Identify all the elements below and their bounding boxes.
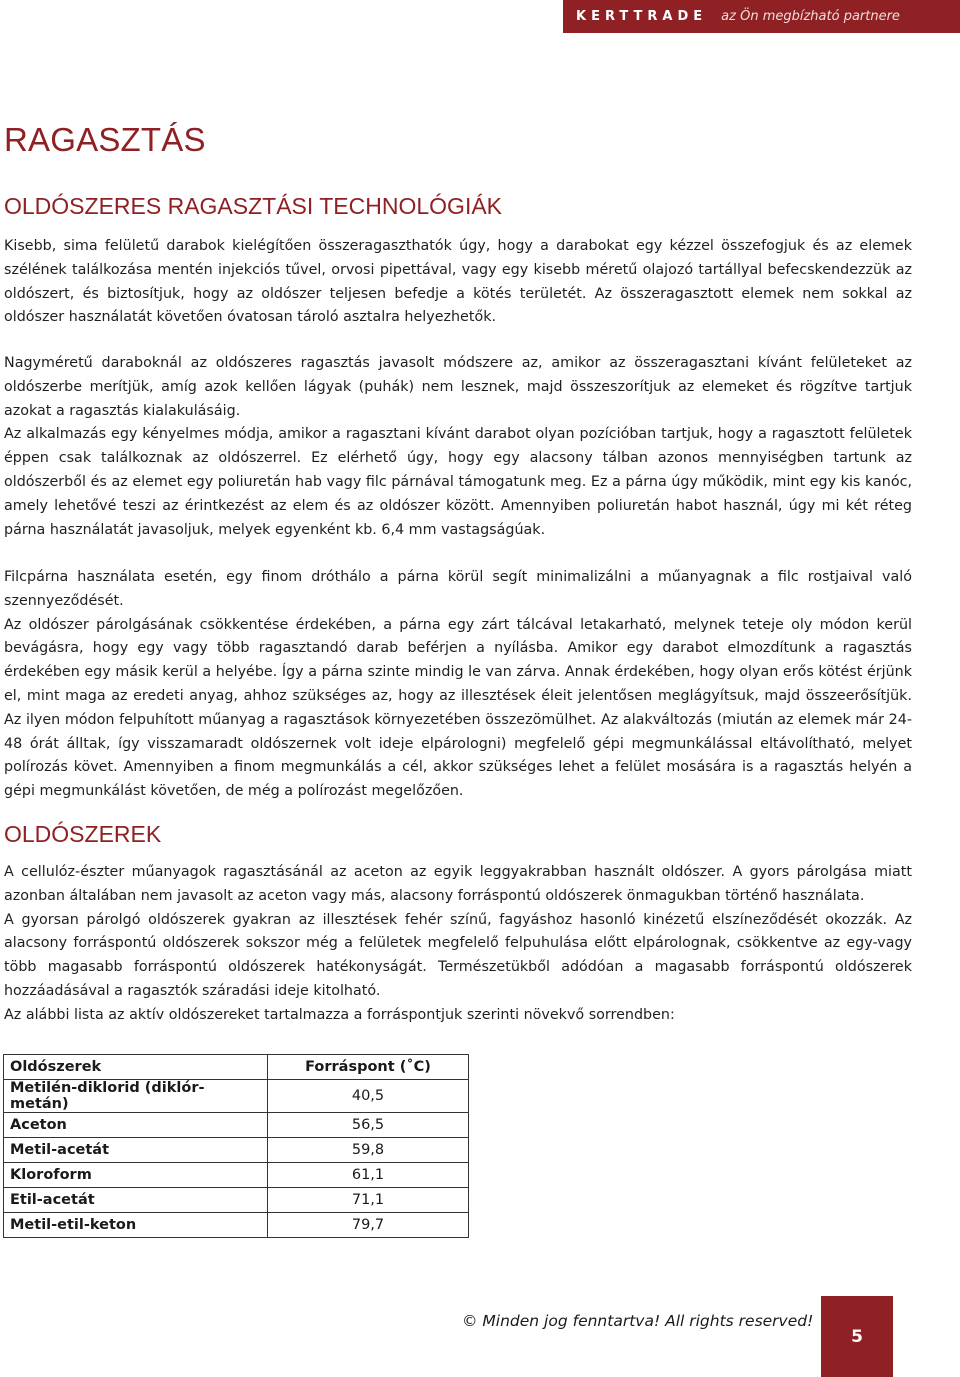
- table-cell-solvent: Metilén-diklorid (diklór-metán): [4, 1080, 268, 1113]
- table-cell-boiling-point: 56,5: [268, 1113, 469, 1138]
- table-header-boiling-point: Forráspont (˚C): [268, 1055, 469, 1080]
- table-cell-boiling-point: 40,5: [268, 1080, 469, 1113]
- table-row: [4, 1113, 469, 1138]
- section-heading-technologies: OLDÓSZERES RAGASZTÁSI TECHNOLÓGIÁK: [4, 193, 503, 219]
- paragraph-felt-pad: Filcpárna használata esetén, egy finom dróthálo a párna körül segít minimalizálni a műanyagnak a filc rostjaival való szennyeződését. Az oldószer párolgásának csökkentése érdekében, a párna egy zárt tálcával letakarható, melynek teteje oly módon kerül bevágásra, hogy egy vagy több ragasztandó darab beférjen a nyílásba. Amikor egy darabot elmozdítunk a ragasztás érdekében egy másik kerül a helyébe. Így a párna szinte mindig le van zárva. Annak érdekében, hogy olyan erős kötést érjünk el, mint maga az eredeti anyag, ahhoz szükséges az, hogy az illesztések éleit jelentősen meglágyítsuk, majd összeerősítjük. Az ilyen módon felpuhított műanyag a ragasztások környezetében összezömülhet. Az alakváltozás (miután az elemek már 24-48 órát álltak, így visszamaradt oldószernek volt ideje elpárologni) megfelelő gépi megmunkálással eltávolítható, melyet polírozás követ. Amennyiben a finom megmunkálás a cél, akkor szükséges lehet a felület mosására is a ragasztás helyén a gépi megmunkálást követően, de még a polírozást megelőzően.: [4, 569, 912, 800]
- paragraph-solvents: A cellulóz-észter műanyagok ragasztásánál az aceton az egyik leggyakrabban használt oldószer. A gyors párolgása miatt azonban általában nem javasolt az aceton vagy más, alacsony forráspontú oldószerek önmagukban történő használata. A gyorsan párolgó oldószerek gyakran az illesztések fehér színű, fagyáshoz hasonló kinézetű elszíneződését okozzák. Az alacsony forráspontú oldószerek sokszor még a felületek megfelelő felpuhulása előtt elpárolognak, csökkentve az egy-vagy több magasabb forráspontú oldószerek hatékonyságát. Természetükből adódóan a magasabb forráspontú oldószerek hozzáadásával a ragasztók száradási ideje kitolható. Az alábbi lista az aktív oldószereket tartalmazza a forráspontjuk szerinti növekvő sorrendben:: [4, 864, 912, 1023]
- table-header-row: [4, 1055, 469, 1080]
- table-cell-boiling-point: 79,7: [268, 1213, 469, 1238]
- table-row: [4, 1138, 469, 1163]
- section-heading-solvents: OLDÓSZEREK: [4, 821, 162, 847]
- paragraph-large-parts: Nagyméretű daraboknál az oldószeres ragasztás javasolt módszere az, amikor az összeragasztani kívánt felületeket az oldószerbe merítjük, amíg azok kellően lágyak (puhák) nem lesznek, majd összeszorítjuk az elemeket és rögzítve tartjuk azokat a ragasztás kialakulásáig. Az alkalmazás egy kényelmes módja, amikor a ragasztani kívánt darabot olyan pozícióban tartjuk, hogy a ragasztott felületek éppen csak találkoznak az oldószerrel. Ez elérhető úgy, hogy egy alacsony tálban azonos mennyiségben tartunk az oldószerből és az elemet egy poliuretán hab vagy filc párnával támogatunk meg. Ez a párna úgy működik, mint egy kis kanóc, amely lehetővé teszi az érintkezést az elem és az oldószer között. Amennyiben poliuretán habot használ, úgy mi két réteg párna használatát javasoljuk, melyek egyenként kb. 6,4 mm vastagságúak.: [4, 355, 912, 538]
- table-cell-solvent: Aceton: [4, 1113, 268, 1138]
- table-cell-solvent: Etil-acetát: [4, 1188, 268, 1213]
- footer-copyright: © Minden jog fenntartva! All rights reserved!: [462, 1312, 814, 1330]
- page-title: RAGASZTÁS: [4, 121, 206, 158]
- solvent-table: [3, 1054, 469, 1238]
- table-cell-boiling-point: 59,8: [268, 1138, 469, 1163]
- paragraph-small-parts: Kisebb, sima felületű darabok kielégítően összeragaszthatók úgy, hogy a darabokat egy kézzel összefogjuk és az elemek szélének találkozása mentén injekciós tűvel, orvosi pipettával, vagy egy kisebb méretű olajozó tartállyal befecskendezzük az oldószert, és biztosítjuk, hogy az oldószer teljesen befedje a kötés területét. Az összeragasztott elemek nem sokkal az oldószer használatát követően óvatosan tároló asztalra helyezhetők.: [4, 238, 912, 326]
- table-row: [4, 1213, 469, 1238]
- table-cell-solvent: Metil-etil-keton: [4, 1213, 268, 1238]
- brand-tagline: az Ön megbízható partnere: [721, 9, 900, 24]
- table-cell-boiling-point: 71,1: [268, 1188, 469, 1213]
- brand-header: [563, 0, 960, 33]
- table-cell-boiling-point: 61,1: [268, 1163, 469, 1188]
- table-cell-solvent: Metil-acetát: [4, 1138, 268, 1163]
- table-cell-solvent: Kloroform: [4, 1163, 268, 1188]
- table-row: [4, 1188, 469, 1213]
- table-header-solvent: Oldószerek: [4, 1055, 268, 1080]
- table-row: [4, 1080, 469, 1113]
- brand-name: KERTTRADE: [576, 9, 708, 24]
- page-number: 5: [821, 1296, 893, 1377]
- table-row: [4, 1163, 469, 1188]
